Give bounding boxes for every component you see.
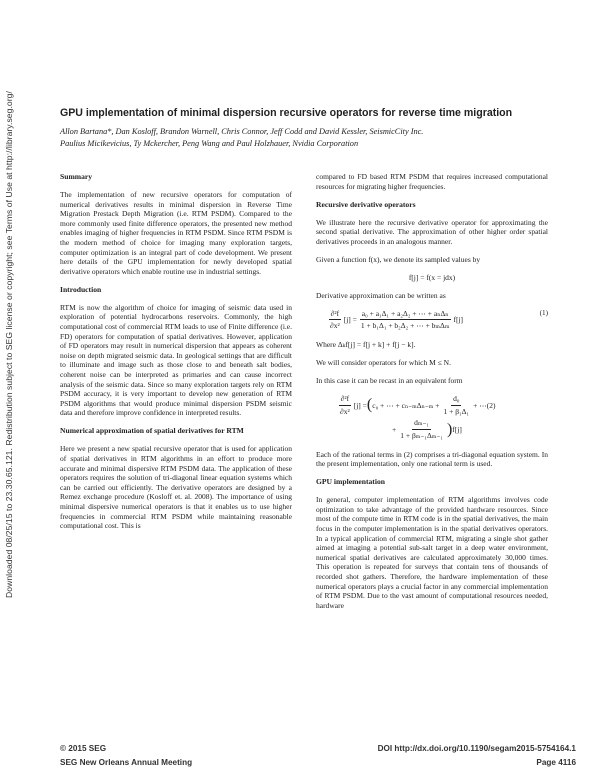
gpu-implementation-heading: GPU implementation [316, 477, 385, 487]
equation-2-continued [392, 418, 548, 440]
download-notice-text: Downloaded 08/25/15 to 23.30.65.121. Redistribution subject to SEG license or copyright; see Terms of Use at http://library.seg.org/ [4, 91, 14, 598]
eq2-open-paren: ( [366, 396, 373, 414]
left-column [60, 172, 292, 539]
eq2-lhs-numerator: ∂²f [339, 394, 351, 406]
right-column [316, 172, 548, 619]
eq1-lhs-denominator: ∂x² [330, 321, 340, 331]
page-number: Page 4116 [536, 758, 576, 767]
where-text: Where Δₖf[j] = f[j + k] + f[j − k]. [316, 339, 416, 349]
eq2-close-paren: ) [446, 420, 453, 438]
eq2-frac2-numerator: dₘ₋₁ [412, 418, 431, 430]
doi-link[interactable]: DOI http://dx.doi.org/10.1190/segam2015-5754164.1 [377, 744, 576, 753]
download-notice [2, 91, 16, 598]
eq2-frac1-numerator: d₀ [451, 394, 461, 406]
eq2-plus-2: + [392, 424, 397, 434]
summary-text: The implementation of new recursive operators for computation of numerical derivatives results in minimal dispersion in Reverse Time Migration Prestack Depth Migration (i.e. RTM PSDM). Compared to the more commonly used finite difference operators, the presented new method enables imaging of higher frequencies in RTM PSDM. Since RTM PSDM is the modern method of choice for imaging many exploration targets, computer optimization is an integral part of code development. We present here details of the GPU implementation for newly developed spatial derivative operators which enable routine use in industrial settings. [60, 190, 292, 276]
recast-text: In this case it can be recast in an equivalent form [316, 376, 463, 386]
recursive-operators-text: We illustrate here the recursive derivative operator for approximating the second spatial derivative. The approximation of other higher order spatial derivatives proceeds in an analogous manner. [316, 217, 548, 246]
eq1-tail: f[j] [453, 315, 464, 325]
eq1-denominator: 1 + b₁Δ₁ + b₂Δ₂ + ⋯ + bₘΔₘ [360, 321, 450, 331]
eq2-lhs-fraction [338, 394, 352, 416]
equation-1 [326, 309, 548, 331]
eq2-fraction-2 [398, 418, 445, 440]
eq1-lhs-fraction [328, 309, 342, 331]
equation-2-number: (2) [486, 400, 496, 410]
consider-text: We will consider operators for which M ≤ N. [316, 358, 451, 368]
equation-2 [336, 394, 548, 416]
eq2-frac2-denominator: 1 + βₘ₋₁Δₘ₋₁ [400, 431, 443, 440]
introduction-heading: Introduction [60, 284, 102, 294]
authors-line-1: Allon Bartana*, Dan Kosloff, Brandon Warnell, Chris Connor, Jeff Codd and David Kessler, SeismicCity Inc. [60, 127, 424, 136]
footer-line-1 [60, 744, 576, 753]
eq2-fraction-1 [442, 394, 472, 416]
eq1-numerator: a₀ + a₁Δ₁ + a₂Δ₂ + ⋯ + aₙΔₙ [360, 309, 451, 321]
authors-line-2: Paulius Micikevicius, Ty Mckercher, Peng Wang and Paul Holzhauer, Nvidia Corporation [60, 139, 359, 149]
recursive-operators-heading: Recursive derivative operators [316, 199, 416, 209]
continued-text: compared to FD based RTM PSDM that requires increased computational resources for migrating higher frequencies. [316, 172, 548, 191]
introduction-text: RTM is now the algorithm of choice for imaging of seismic data used in exploration of potential hydrocarbons reservoirs. Commonly, the high computational cost of commercial RTM leads to use of Finite difference (i.e. FD) operators for computation of spatial derivatives. However, application of FD operators may result in numerical dispersion that appears as coherent noise on depth migrated seismic data. In geological settings that are difficult to illuminate and image such as those close to and beneath salt bodies, coherent noise can be interpreted as primaries and can cause incorrect analysis of the seismic data. Since so many exploration targets rely on RTM PSDM accuracy, it is very important to develop new generation of RTM PSDM algorithms that would produce minimal dispersion PSDM seismic data and therefore improve confidence in interpreted results. [60, 302, 292, 418]
given-function-text: Given a function f(x), we denote its sampled values by [316, 254, 481, 264]
numerical-approximation-heading: Numerical approximation of spatial derivatives for RTM [60, 426, 244, 436]
rational-terms-text: Each of the rational terms in (2) comprises a tri-diagonal equation system. In the present implementation, only one rational term is used. [316, 449, 548, 469]
equation-1-number: (1) [539, 308, 548, 317]
derivative-approx-text: Derivative approximation can be written as [316, 290, 446, 300]
eq2-lhs-denominator: ∂x² [340, 406, 350, 416]
eq2-plus: + ⋯ [473, 400, 487, 410]
sampled-values-equation: f[j] = f(x = jdx) [408, 273, 456, 283]
eq2-tail: f[j] [452, 424, 462, 434]
eq1-lhs-arg: [j] = [343, 315, 357, 325]
paper-title: GPU implementation of minimal dispersion recursive operators for reverse time migration [60, 107, 513, 119]
numerical-approximation-text: Here we present a new spatial recursive operator that is used for application of spatial derivatives in RTM algorithms in an effort to produce more accurate and minimal dispersive RTM PSDM data. The application of these operators requires the solution of tri-diagonal linear equation systems which can be carried out efficiently. The derivative operators are designed by a Remez exchange procedure (Kosloff et. al. 2008). The importance of using minimal dispersive numerical operators is that it enables us to use higher frequencies in commercial RTM PSDM while maintaining reasonable computational cost. This is [60, 444, 292, 531]
eq1-lhs-numerator: ∂²f [329, 309, 341, 321]
gpu-implementation-text: In general, computer implementation of RTM algorithms involves code optimization to take advantage of the provided hardware resources. Since most of the compute time in RTM code is in the spatial derivatives, the main focus in the computer implementation is in the spatial derivatives operators. In a typical application of commercial RTM, migrating a single shot gather aimed at imaging a potential sub-salt target in a deep water environment, numerical spatial derivatives are calculated approximately 30,000 times. This operation is repeated for surveys that contain tens of thousands of recorded shot gathers. Therefore, the hardware implementation of these numerical operators plays a crucial factor in any commercial implementation of RTM PSDM. Due to the vast amount of computational resources needed, hardware [316, 495, 548, 610]
eq2-lhs-arg: [j] = [353, 400, 367, 410]
copyright-text: © 2015 SEG [60, 744, 107, 753]
eq2-frac1-denominator: 1 + β₁Δ₁ [443, 406, 470, 416]
footer-line-2 [60, 758, 576, 767]
summary-heading: Summary [60, 172, 93, 181]
author-list [60, 126, 560, 151]
eq2-part1: c₀ + ⋯ + cₙ₋ₘΔₙ₋ₘ + [372, 400, 440, 410]
eq1-rhs-fraction [359, 309, 452, 331]
meeting-text: SEG New Orleans Annual Meeting [60, 758, 193, 767]
